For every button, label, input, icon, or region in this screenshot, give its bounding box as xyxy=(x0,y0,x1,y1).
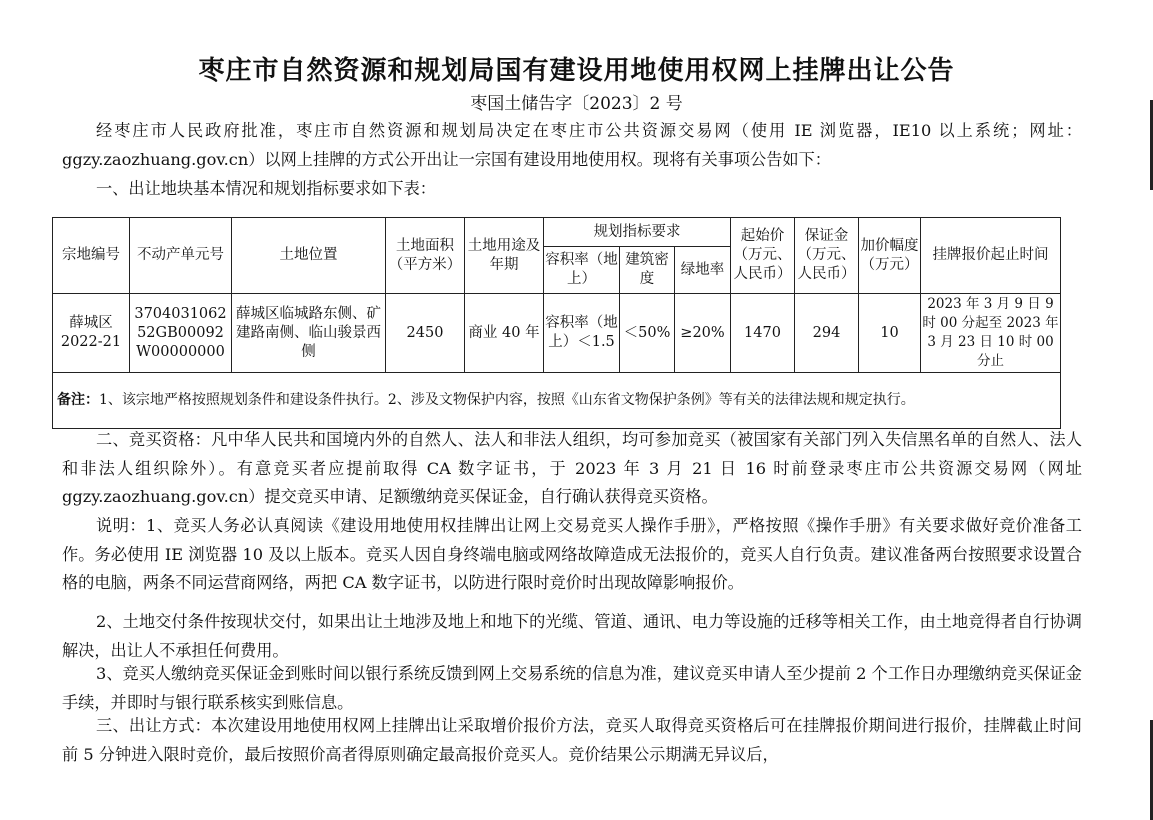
explanation-3: 3、竞买人缴纳竞买保证金到账时间以银行系统反馈到网上交易系统的信息为准，建议竞买申请人至少提前 2 个工作日办理缴纳竞买保证金手续，并即时与银行联系核实到账信息。 xyxy=(62,664,1082,712)
header-area: 土地面积（平方米） xyxy=(386,218,465,294)
header-green: 绿地率 xyxy=(675,247,731,294)
cell-increment: 10 xyxy=(859,294,921,373)
document-number: 枣国土储告字〔2023〕2 号 xyxy=(470,94,683,114)
header-planning: 规划指标要求 xyxy=(544,218,731,247)
header-far: 容积率（地上） xyxy=(544,247,620,294)
cell-density: ＜50% xyxy=(620,294,675,373)
header-deposit: 保证金（万元、人民币） xyxy=(795,218,859,294)
cell-deposit: 294 xyxy=(795,294,859,373)
header-use: 土地用途及年期 xyxy=(465,218,544,294)
cell-use: 商业 40 年 xyxy=(465,294,544,373)
cell-area: 2450 xyxy=(386,294,465,373)
cell-green: ≥20% xyxy=(675,294,731,373)
header-density: 建筑密度 xyxy=(620,247,675,294)
section1-heading: 一、出让地块基本情况和规划指标要求如下表： xyxy=(96,179,436,198)
page-title: 枣庄市自然资源和规划局国有建设用地使用权网上挂牌出让公告 xyxy=(198,56,955,86)
cell-unit-no: 370403106252GB00092W00000000 xyxy=(130,294,232,373)
cell-far: 容积率（地上）＜1.5 xyxy=(544,294,620,373)
cell-listing-time: 2023 年 3 月 9 日 9 时 00 分起至 2023 年 3 月 23 日 10 时 00 分止 xyxy=(921,294,1061,373)
cell-location: 薛城区临城路东侧、矿建路南侧、临山骏景西侧 xyxy=(232,294,386,373)
cell-start-price: 1470 xyxy=(731,294,795,373)
land-parcel-table xyxy=(52,217,1061,429)
table-row xyxy=(53,294,1061,373)
section2-paragraph: 二、竞买资格：凡中华人民共和国境内外的自然人、法人和非法人组织，均可参加竞买（被国家有关部门列入失信黑名单的自然人、法人和非法人组织除外）。有意竞买者应提前取得 CA 数字证书，于 2023 年 3 月 21 日 16 时前登录枣庄市公共资源交易网（网址 ggzy.zaozhuang.gov.cn）提交竞买申请、足额缴纳竞买保证金，自行确认获得竞买资格。 xyxy=(62,430,1082,507)
note-text: 1、该宗地严格按照规划条件和建设条件执行。2、涉及文物保护内容，按照《山东省文物保护条例》等有关的法律法规和规定执行。 xyxy=(99,392,915,408)
explanation-1: 说明：1、竞买人务必认真阅读《建设用地使用权挂牌出让网上交易竞买人操作手册》，严格按照《操作手册》有关要求做好竞价准备工作。务必使用 IE 浏览器 10 及以上版本。竞买人因自身终端电脑或网络故障造成无法报价的，竞买人自行负责。建议准备两台按照要求设置合格的电脑，两条不同运营商网络，两把 CA 数字证书，以防进行限时竞价时出现故障影响报价。 xyxy=(62,516,1082,593)
table-note xyxy=(53,373,1061,429)
cell-parcel-no: 薛城区 2022-21 xyxy=(53,294,130,373)
header-start-price: 起始价（万元、人民币） xyxy=(731,218,795,294)
header-unit-no: 不动产单元号 xyxy=(130,218,232,294)
explanation-2: 2、土地交付条件按现状交付，如果出让土地涉及地上和地下的光缆、管道、通讯、电力等设施的迁移等相关工作，由土地竞得者自行协调解决，出让人不承担任何费用。 xyxy=(62,612,1082,660)
section3-paragraph: 三、出让方式：本次建设用地使用权网上挂牌出让采取增价报价方法，竞买人取得竞买资格后可在挂牌报价期间进行报价，挂牌截止时间前 5 分钟进入限时竞价，最后按照价高者得原则确定最高报价竞买人。竞价结果公示期满无异议后， xyxy=(62,716,1082,764)
header-increment: 加价幅度（万元） xyxy=(859,218,921,294)
header-listing-time: 挂牌报价起止时间 xyxy=(921,218,1061,294)
header-parcel-no: 宗地编号 xyxy=(53,218,130,294)
note-label: 备注： xyxy=(57,392,99,408)
intro-paragraph: 经枣庄市人民政府批准，枣庄市自然资源和规划局决定在枣庄市公共资源交易网（使用 IE 浏览器，IE10 以上系统；网址：ggzy.zaozhuang.gov.cn）以网上挂牌的方式公开出让一宗国有建设用地使用权。现将有关事项公告如下： xyxy=(62,121,1082,169)
header-location: 土地位置 xyxy=(232,218,386,294)
